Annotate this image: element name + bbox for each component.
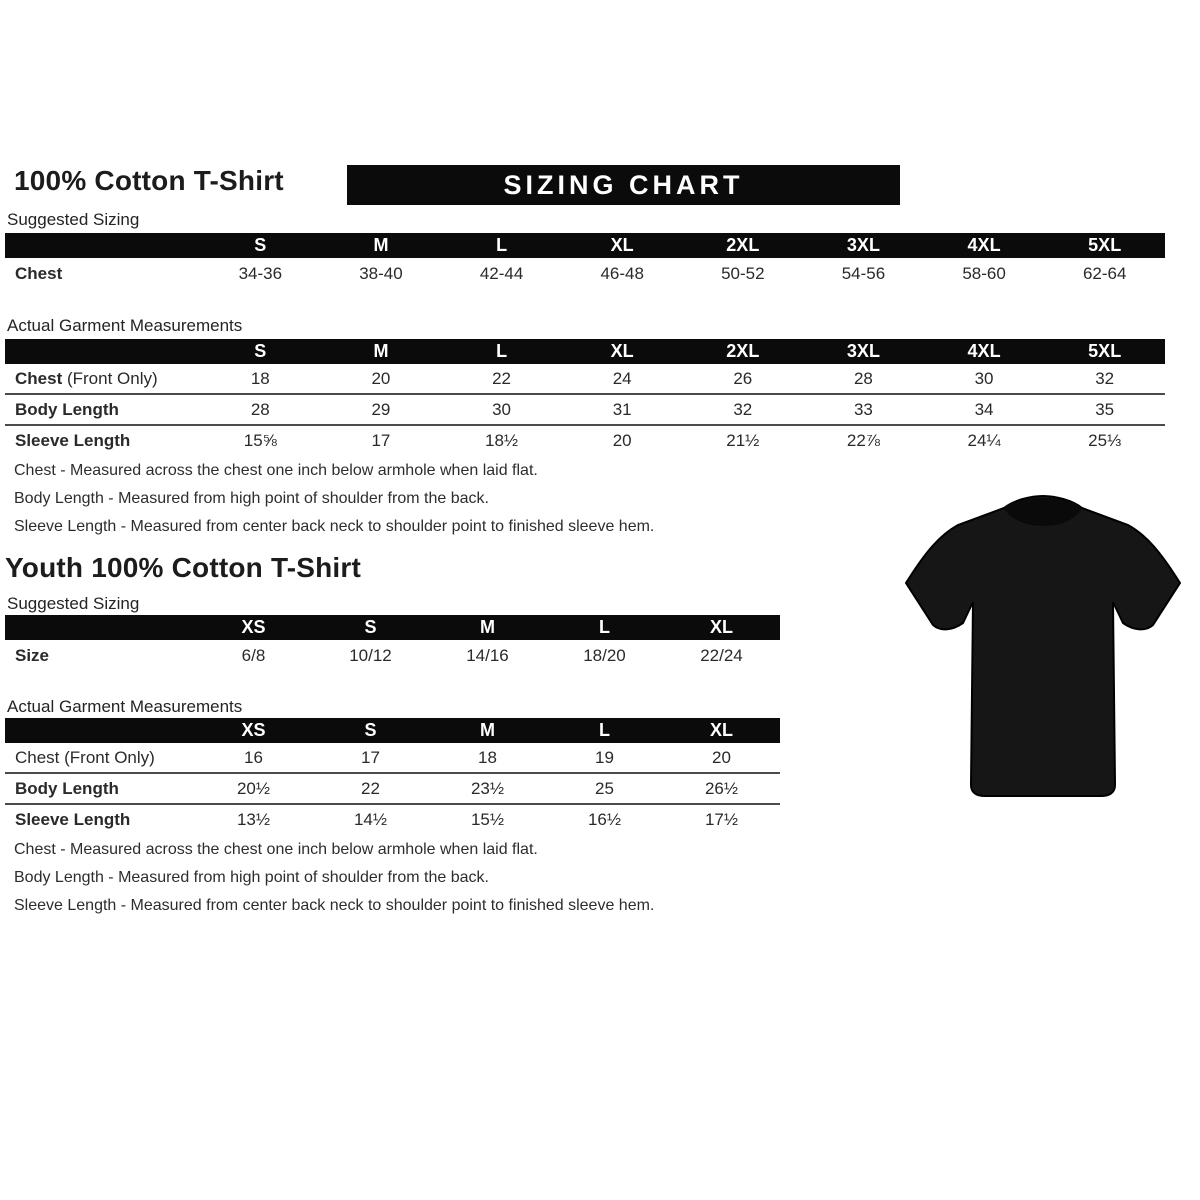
measurement-note-line: Sleeve Length - Measured from center back neck to shoulder point to finished sleeve hem. — [14, 897, 655, 914]
size-column-header: S — [254, 341, 267, 361]
row-label — [5, 646, 195, 666]
adult-suggested-table — [5, 233, 1165, 289]
table-row — [5, 772, 780, 803]
size-column-header: L — [496, 235, 508, 255]
youth-actual-table — [5, 718, 780, 834]
measurement-cell: 15⅝ — [243, 430, 277, 450]
measurement-cell: 17 — [371, 430, 391, 450]
size-column-header: L — [599, 617, 610, 637]
measurement-cell: 42-44 — [479, 263, 524, 283]
sizing-chart-banner: SIZING CHART — [347, 165, 900, 205]
row-label-text: Chest (Front Only) — [15, 747, 155, 767]
measurement-cell: 34-36 — [238, 263, 283, 283]
row-label — [5, 369, 200, 389]
measurement-cell: 28 — [250, 399, 270, 419]
size-column-header: XL — [709, 617, 733, 637]
row-label-text: Body Length — [15, 778, 119, 798]
measurement-cell: 18 — [250, 368, 270, 388]
youth-section-title: Youth 100% Cotton T-Shirt — [5, 552, 362, 583]
size-column-header: 3XL — [846, 341, 880, 361]
measurement-cell: 35 — [1095, 399, 1115, 419]
measurement-cell: 26 — [733, 368, 753, 388]
table-row — [5, 258, 1165, 289]
measurement-cell: 6/8 — [241, 645, 266, 665]
measurement-cell: 23½ — [470, 778, 505, 798]
row-label-text: Body Length — [15, 399, 119, 419]
measurement-note-line: Chest - Measured across the chest one inch below armhole when laid flat. — [14, 841, 538, 858]
size-column-header: 5XL — [1088, 341, 1122, 361]
adult-section-title: 100% Cotton T-Shirt — [14, 165, 284, 196]
measurement-cell: 54-56 — [841, 263, 886, 283]
measurement-cell: 17 — [361, 747, 380, 767]
row-label-text: Sleeve Length — [15, 430, 131, 450]
adult-measurement-notes — [14, 462, 814, 546]
measurement-cell: 20½ — [236, 778, 271, 798]
measurement-cell: 50-52 — [721, 263, 765, 283]
size-column-header: 4XL — [967, 341, 1001, 361]
size-column-header: 5XL — [1088, 235, 1122, 255]
table-header-bar — [5, 233, 1165, 258]
measurement-cell: 13½ — [236, 809, 271, 829]
size-column-header: XL — [610, 341, 634, 361]
measurement-cell: 28 — [853, 368, 873, 388]
measurement-cell: 22/24 — [700, 645, 743, 665]
size-column-header: M — [480, 617, 495, 637]
size-column-header: S — [364, 720, 377, 740]
size-column-header: 2XL — [726, 341, 760, 361]
table-row — [5, 743, 780, 772]
row-label-suffix: (Front Only) — [62, 368, 158, 388]
row-label-text: Chest — [15, 368, 63, 388]
size-column-header: M — [480, 720, 495, 740]
measurement-note-line: Sleeve Length - Measured from center back neck to shoulder point to finished sleeve hem. — [14, 518, 655, 535]
measurement-cell: 29 — [371, 399, 391, 419]
table-header-bar — [5, 615, 780, 640]
table-row — [5, 640, 780, 671]
row-label — [5, 400, 200, 420]
size-column-header: L — [599, 720, 610, 740]
row-label — [5, 779, 195, 799]
measurement-cell: 33 — [853, 399, 873, 419]
youth-suggested-table — [5, 615, 780, 671]
measurement-cell: 25 — [595, 778, 614, 798]
measurement-cell: 34 — [974, 399, 994, 419]
measurement-note-line: Body Length - Measured from high point of shoulder from the back. — [14, 869, 489, 886]
measurement-cell: 19 — [595, 747, 614, 767]
measurement-cell: 20 — [712, 747, 731, 767]
measurement-cell: 18 — [478, 747, 497, 767]
measurement-note-line: Body Length - Measured from high point of shoulder from the back. — [14, 490, 489, 507]
size-column-header: L — [496, 341, 508, 361]
adult-actual-label: Actual Garment Measurements — [7, 316, 243, 335]
measurement-cell: 22 — [492, 368, 512, 388]
adult-actual-table — [5, 339, 1165, 455]
youth-actual-label: Actual Garment Measurements — [7, 697, 243, 716]
measurement-cell: 14/16 — [466, 645, 509, 665]
size-column-header: 3XL — [846, 235, 880, 255]
size-column-header: S — [364, 617, 377, 637]
table-row — [5, 364, 1165, 393]
measurement-cell: 62-64 — [1082, 263, 1127, 283]
measurement-cell: 32 — [733, 399, 753, 419]
measurement-cell: 30 — [974, 368, 994, 388]
measurement-cell: 24¼ — [967, 430, 1001, 450]
measurement-cell: 38-40 — [359, 263, 403, 283]
size-column-header: 4XL — [967, 235, 1001, 255]
measurement-cell: 32 — [1095, 368, 1115, 388]
measurement-cell: 46-48 — [600, 263, 644, 283]
measurement-cell: 16½ — [587, 809, 622, 829]
tshirt-body-shape — [906, 496, 1180, 796]
row-label-text: Size — [15, 645, 50, 665]
measurement-cell: 18/20 — [583, 645, 626, 665]
measurement-cell: 21½ — [726, 430, 760, 450]
size-column-header: M — [373, 341, 389, 361]
measurement-cell: 22⅞ — [846, 430, 880, 450]
size-column-header: XL — [709, 720, 733, 740]
measurement-cell: 25⅓ — [1088, 430, 1122, 450]
measurement-cell: 20 — [371, 368, 391, 388]
table-header-bar — [5, 339, 1165, 364]
measurement-cell: 18½ — [485, 430, 519, 450]
measurement-cell: 58-60 — [962, 263, 1006, 283]
measurement-cell: 16 — [244, 747, 263, 767]
measurement-cell: 10/12 — [349, 645, 392, 665]
row-label-text: Chest — [15, 263, 63, 283]
measurement-cell: 31 — [612, 399, 632, 419]
youth-measurement-notes — [14, 841, 814, 925]
adult-suggested-label: Suggested Sizing — [7, 210, 140, 229]
row-label — [5, 748, 195, 768]
measurement-cell: 17½ — [704, 809, 739, 829]
row-label — [5, 431, 200, 451]
measurement-cell: 30 — [492, 399, 512, 419]
size-column-header: XS — [241, 617, 266, 637]
row-label — [5, 810, 195, 830]
size-column-header: 2XL — [726, 235, 760, 255]
youth-suggested-label: Suggested Sizing — [7, 594, 140, 613]
measurement-cell: 15½ — [470, 809, 505, 829]
size-column-header: S — [254, 235, 267, 255]
row-label — [5, 264, 200, 284]
table-row — [5, 393, 1165, 424]
measurement-cell: 14½ — [353, 809, 388, 829]
black-tshirt-image — [893, 490, 1193, 805]
size-column-header: XL — [610, 235, 634, 255]
table-row — [5, 424, 1165, 455]
measurement-cell: 20 — [612, 430, 632, 450]
row-label-text: Sleeve Length — [15, 809, 131, 829]
size-column-header: XS — [241, 720, 266, 740]
measurement-cell: 24 — [612, 368, 632, 388]
measurement-cell: 22 — [361, 778, 380, 798]
size-column-header: M — [373, 235, 389, 255]
table-row — [5, 803, 780, 834]
table-header-bar — [5, 718, 780, 743]
measurement-cell: 26½ — [704, 778, 739, 798]
measurement-note-line: Chest - Measured across the chest one inch below armhole when laid flat. — [14, 462, 538, 479]
